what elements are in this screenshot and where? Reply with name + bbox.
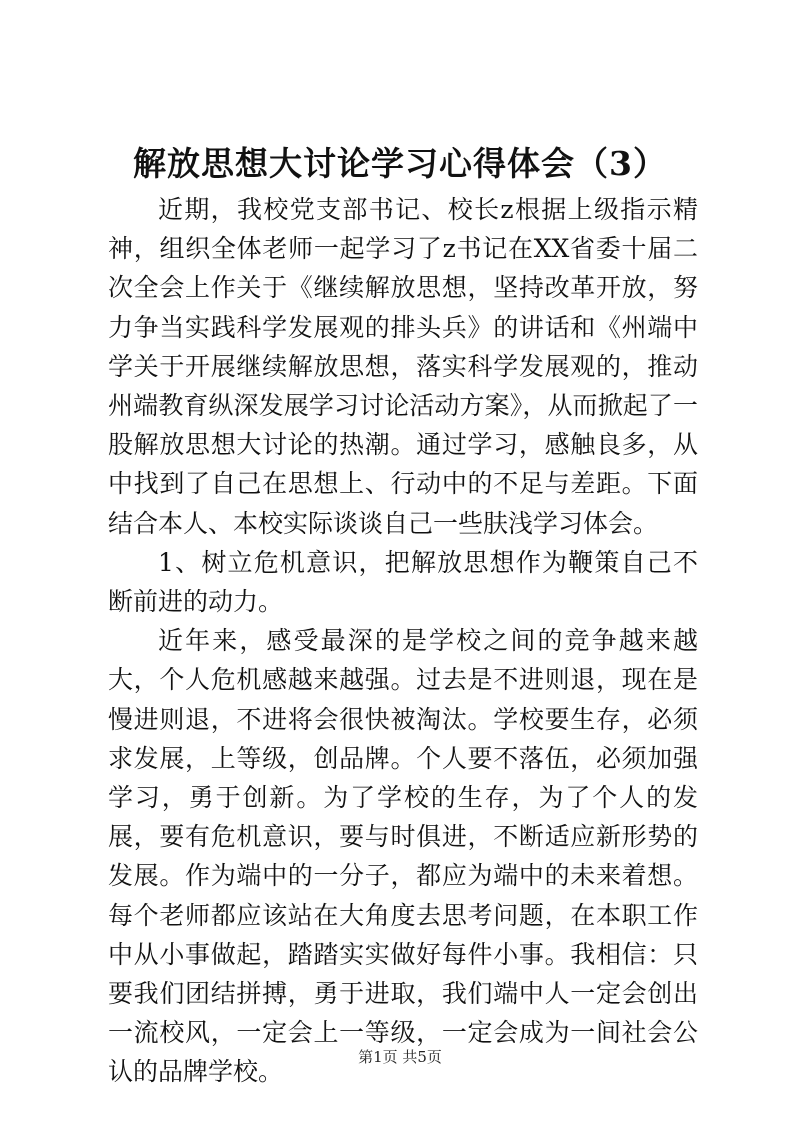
document-body — [108, 190, 698, 1092]
page-number-footer: 第1页 共5页 — [358, 1048, 442, 1066]
paragraph-intro: 近期，我校党支部书记、校长z根据上级指示精神，组织全体老师一起学习了z书记在XX省委十届二次全会上作关于《继续解放思想，坚持改革开放，努力争当实践科学发展观的排头兵》的讲话和《州端中学关于开展继续解放思想，落实科学发展观的，推动州端教育纵深发展学习讨论活动方案》，从而掀起了一股解放思想大讨论的热潮。通过学习，感触良多，从中找到了自己在思想上、行动中的不足与差距。下面结合本人、本校实际谈谈自己一些肤浅学习体会。 — [108, 195, 698, 538]
paragraph-heading-1: 1、树立危机意识，把解放思想作为鞭策自己不断前进的动力。 — [108, 547, 698, 617]
document-title: 解放思想大讨论学习心得体会（3） — [133, 144, 667, 183]
paragraph-body-1: 近年来，感受最深的是学校之间的竞争越来越大，个人危机感越来越强。过去是不进则退，现在是慢进则退，不进将会很快被淘汰。学校要生存，必须求发展，上等级，创品牌。个人要不落伍，必须加强学习，勇于创新。为了学校的生存，为了个人的发展，要有危机意识，要与时俱进，不断适应新形势的发展。作为端中的一分子，都应为端中的未来着想。每个老师都应该站在大角度去思考问题，在本职工作中从小事做起，踏踏实实做好每件小事。我相信：只要我们团结拼搏，勇于进取，我们端中人一定会创出一流校风，一定会上一等级，一定会成为一间社会公认的品牌学校。 — [108, 626, 698, 1087]
